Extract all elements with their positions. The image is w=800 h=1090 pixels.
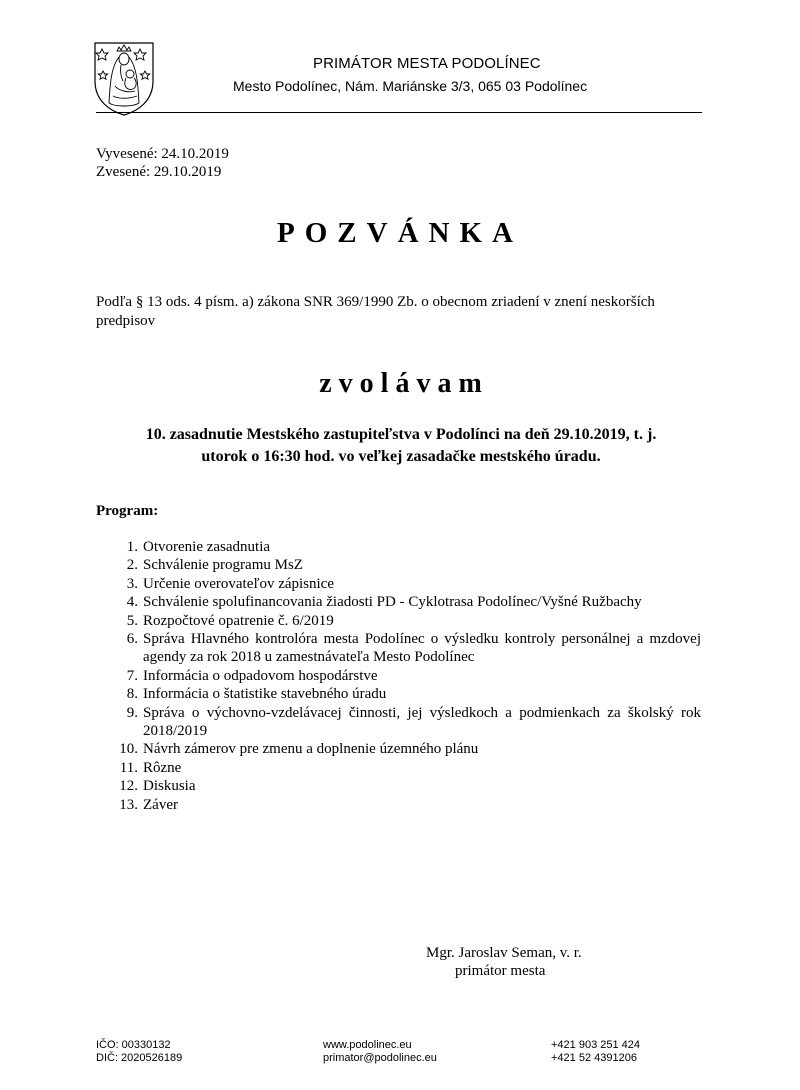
program-heading: Program: <box>96 503 159 519</box>
signatory-name: Mgr. Jaroslav Seman, v. r. <box>426 945 582 961</box>
item-text: Určenie overovateľov zápisnice <box>143 575 335 592</box>
item-number: 4. <box>126 594 138 611</box>
removed-date: Zvesené: 29.10.2019 <box>96 164 222 180</box>
item-number: 9. <box>126 704 138 721</box>
convene-heading: zvolávam <box>319 368 489 399</box>
item-number: 12. <box>119 778 138 795</box>
item-number: 10. <box>119 741 138 758</box>
agenda-list <box>110 538 710 814</box>
list-item <box>110 612 710 630</box>
item-number: 7. <box>126 667 138 684</box>
footer-email-link[interactable]: primator@podolinec.eu <box>323 1052 437 1064</box>
item-number: 6. <box>126 631 138 648</box>
footer-phone-office: +421 52 4391206 <box>551 1052 637 1064</box>
legal-basis-paragraph: Podľa § 13 ods. 4 písm. a) zákona SNR 369/1990 Zb. o obecnom zriadení v znení neskorších predpisov <box>96 294 655 329</box>
list-item <box>110 538 710 556</box>
header-divider <box>96 112 702 113</box>
item-text: Správa Hlavného kontrolóra mesta Podolínec o výsledku kontroly personálnej a mzdovej agendy za rok 2018 u zamestnávateľa Mesto Podolínec <box>143 631 701 666</box>
list-item <box>110 759 710 777</box>
item-text: Správa o výchovno-vzdelávacej činnosti, jej výsledkoch a podmienkach za školský rok 2018/2019 <box>143 704 701 740</box>
footer-ico: IČO: 00330132 <box>96 1039 171 1051</box>
item-text: Záver <box>143 796 178 813</box>
signatory-role: primátor mesta <box>455 963 546 979</box>
item-number: 2. <box>126 557 138 574</box>
item-text: Informácia o štatistike stavebného úradu <box>143 686 387 703</box>
list-item <box>110 575 710 593</box>
footer-dic: DIČ: 2020526189 <box>96 1052 183 1064</box>
item-text: Otvorenie zasadnutia <box>143 539 271 555</box>
item-text: Rozpočtové opatrenie č. 6/2019 <box>143 612 334 629</box>
item-number: 5. <box>126 612 138 629</box>
footer-phone-mobile: +421 903 251 424 <box>551 1039 641 1051</box>
header-address: Mesto Podolínec, Nám. Mariánske 3/3, 065 03 Podolínec <box>233 78 588 94</box>
list-item <box>110 685 710 703</box>
item-number: 8. <box>126 686 138 703</box>
item-text: Schválenie spolufinancovania žiadosti PD - Cyklotrasa Podolínec/Vyšné Ružbachy <box>143 594 642 611</box>
document-title: POZVÁNKA <box>277 217 523 249</box>
footer-website-link[interactable]: www.podolinec.eu <box>323 1039 412 1051</box>
list-item <box>110 667 710 685</box>
item-number: 3. <box>126 575 138 592</box>
madonna-crest-icon <box>93 41 155 116</box>
list-item <box>110 704 710 741</box>
list-item <box>110 556 710 574</box>
list-item <box>110 630 710 667</box>
page-header-title: PRIMÁTOR MESTA PODOLÍNEC <box>313 55 541 72</box>
item-text: Návrh zámerov pre zmenu a doplnenie územného plánu <box>143 741 479 758</box>
list-item <box>110 593 710 611</box>
list-item <box>110 777 710 795</box>
meeting-line-2: utorok o 16:30 hod. vo veľkej zasadačke mestského úradu. <box>201 448 601 465</box>
meeting-line-1: 10. zasadnutie Mestského zastupiteľstva v Podolínci na deň 29.10.2019, t. j. <box>145 426 657 443</box>
item-number: 11. <box>119 759 138 776</box>
item-number: 13. <box>119 796 138 813</box>
item-text: Rôzne <box>143 759 182 776</box>
item-text: Diskusia <box>143 778 196 795</box>
posted-date: Vyvesené: 24.10.2019 <box>96 146 229 162</box>
list-item <box>110 796 710 814</box>
meeting-announcement <box>96 424 706 468</box>
item-text: Schválenie programu MsZ <box>143 557 303 574</box>
item-number: 1. <box>126 539 138 555</box>
list-item <box>110 740 710 758</box>
item-text: Informácia o odpadovom hospodárstve <box>143 667 378 684</box>
